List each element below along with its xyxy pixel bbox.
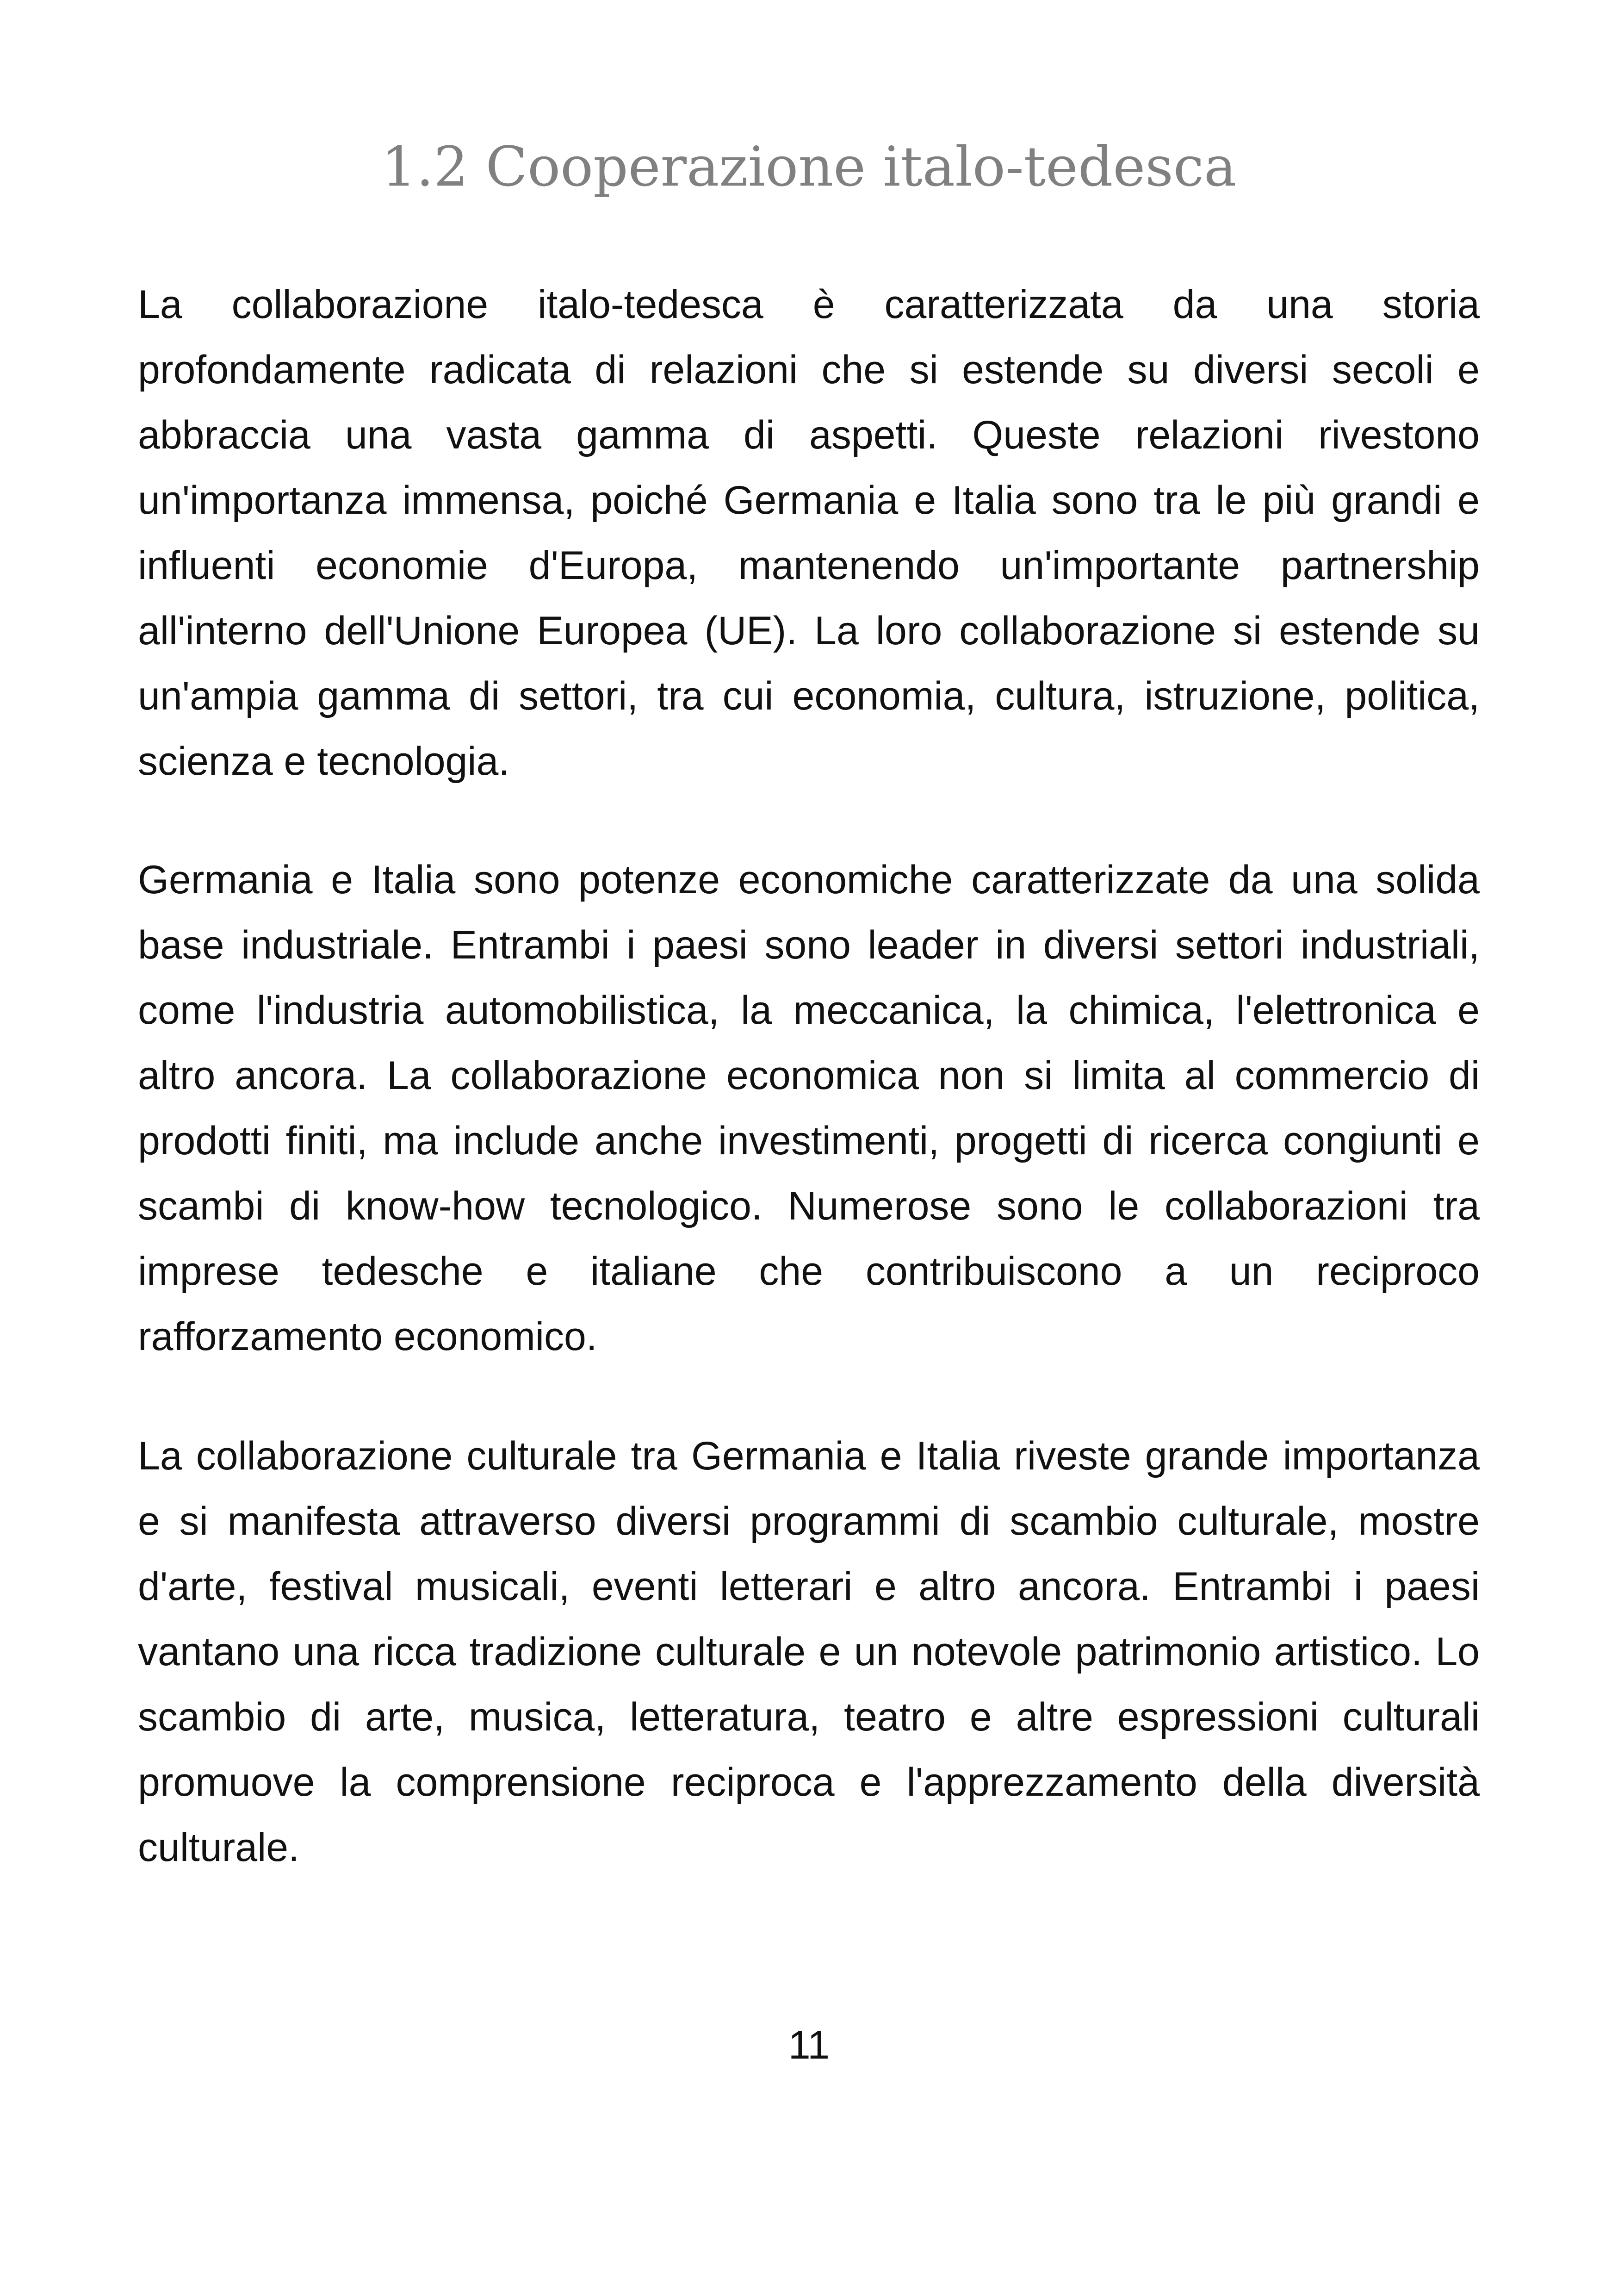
paragraph-culture: La collaborazione culturale tra Germania e Italia riveste grande importanza e si manifesta attraverso diversi programmi di scambio culturale, mostre d'arte, festival musicali, eventi letterari e altro ancora. Entrambi i paesi vantano una ricca tradizione culturale e un notevole patrimonio artistico. Lo scambio di arte, musica, letteratura, teatro e altre espressioni culturali promuove la comprensione reciproca e l'apprezzamento della diversità culturale. (138, 1434, 1480, 1870)
paragraph-intro: La collaborazione italo-tedesca è caratterizzata da una storia profondamente radicata di relazioni che si estende su diversi secoli e abbraccia una vasta gamma di aspetti. Queste relazioni rivestono un'importanza immensa, poiché Germania e Italia sono tra le più grandi e influenti economie d'Europa, mantenendo un'importante partnership all'interno dell'Unione Europea (UE). La loro collaborazione si estende su un'ampia gamma di settori, tra cui economia, cultura, istruzione, politica, scienza e tecnologia. (138, 282, 1480, 784)
paragraph-economy: Germania e Italia sono potenze economiche caratterizzate da una solida base industriale. Entrambi i paesi sono leader in diversi settori industriali, come l'industria automobilistica, la meccanica, la chimica, l'elettronica e altro ancora. La collaborazione economica non si limita al commercio di prodotti finiti, ma include anche investimenti, progetti di ricerca congiunti e scambi di know-how tecnologico. Numerose sono le collaborazioni tra imprese tedesche e italiane che contribuiscono a un reciproco rafforzamento economico. (138, 858, 1480, 1359)
section-heading: 1.2 Cooperazione italo-tedesca (381, 135, 1237, 199)
page-number: 11 (788, 2023, 830, 2067)
